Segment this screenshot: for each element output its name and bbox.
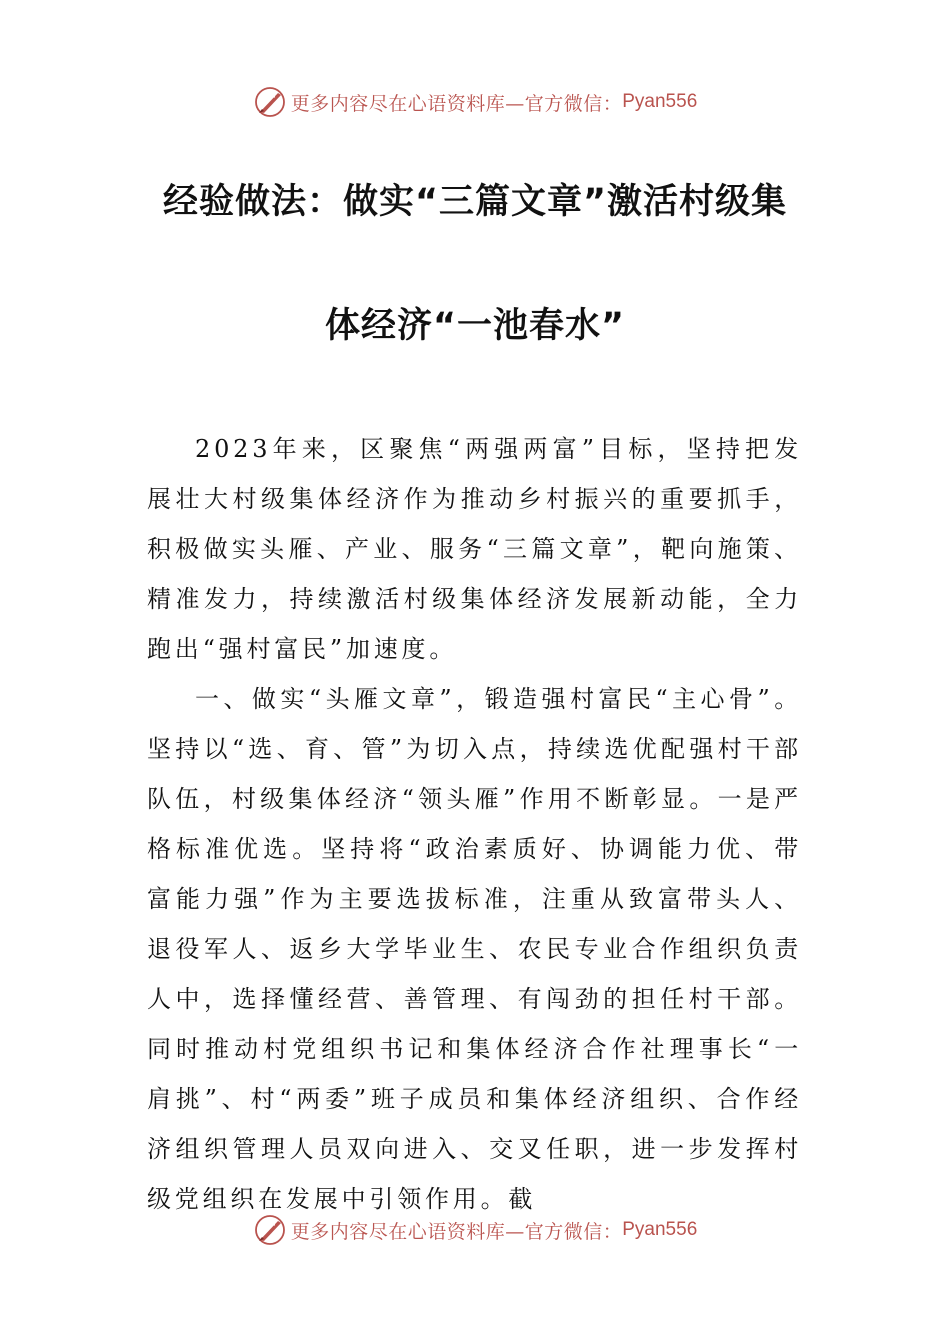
watermark-text: 更多内容尽在心语资料库—官方微信： xyxy=(290,1220,623,1243)
document-title-line-2: 体经济“一池春水” xyxy=(324,306,625,346)
watermark-banner-top xyxy=(0,82,950,122)
watermark-text: 更多内容尽在心语资料库—官方微信： xyxy=(290,92,623,115)
paragraph-intro: 2023年来，区聚焦“两强两富”目标，坚持把发展壮大村级集体经济作为推动乡村振兴的重要抓手，积极做实头雁、产业、服务“三篇文章”，靶向施策、精准发力，持续激活村级集体经济发展新动能，全力跑出“强村富民”加速度。 xyxy=(147,435,802,663)
watermark-wechat-id: Pyan556 xyxy=(622,91,698,112)
document-body xyxy=(147,424,802,1224)
watermark-wechat-id: Pyan556 xyxy=(622,1219,698,1240)
document-title-line-1: 经验做法：做实“三篇文章”激活村级集 xyxy=(162,182,787,222)
watermark-banner-bottom xyxy=(0,1210,950,1250)
quill-pen-logo-icon xyxy=(253,85,287,119)
quill-pen-logo-icon xyxy=(253,1213,287,1247)
paragraph-section-1: 一、做实“头雁文章”，锻造强村富民“主心骨”。坚持以“选、育、管”为切入点，持续选优配强村干部队伍，村级集体经济“领头雁”作用不断彰显。一是严格标准优选。坚持将“政治素质好、协调能力优、带富能力强”作为主要选拔标准，注重从致富带头人、退役军人、返乡大学毕业生、农民专业合作组织负责人中，选择懂经营、善管理、有闯劲的担任村干部。同时推动村党组织书记和集体经济合作社理事长“一肩挑”、村“两委”班子成员和集体经济组织、合作经济组织管理人员双向进入、交叉任职，进一步发挥村级党组织在发展中引领作用。截 xyxy=(147,685,802,1213)
